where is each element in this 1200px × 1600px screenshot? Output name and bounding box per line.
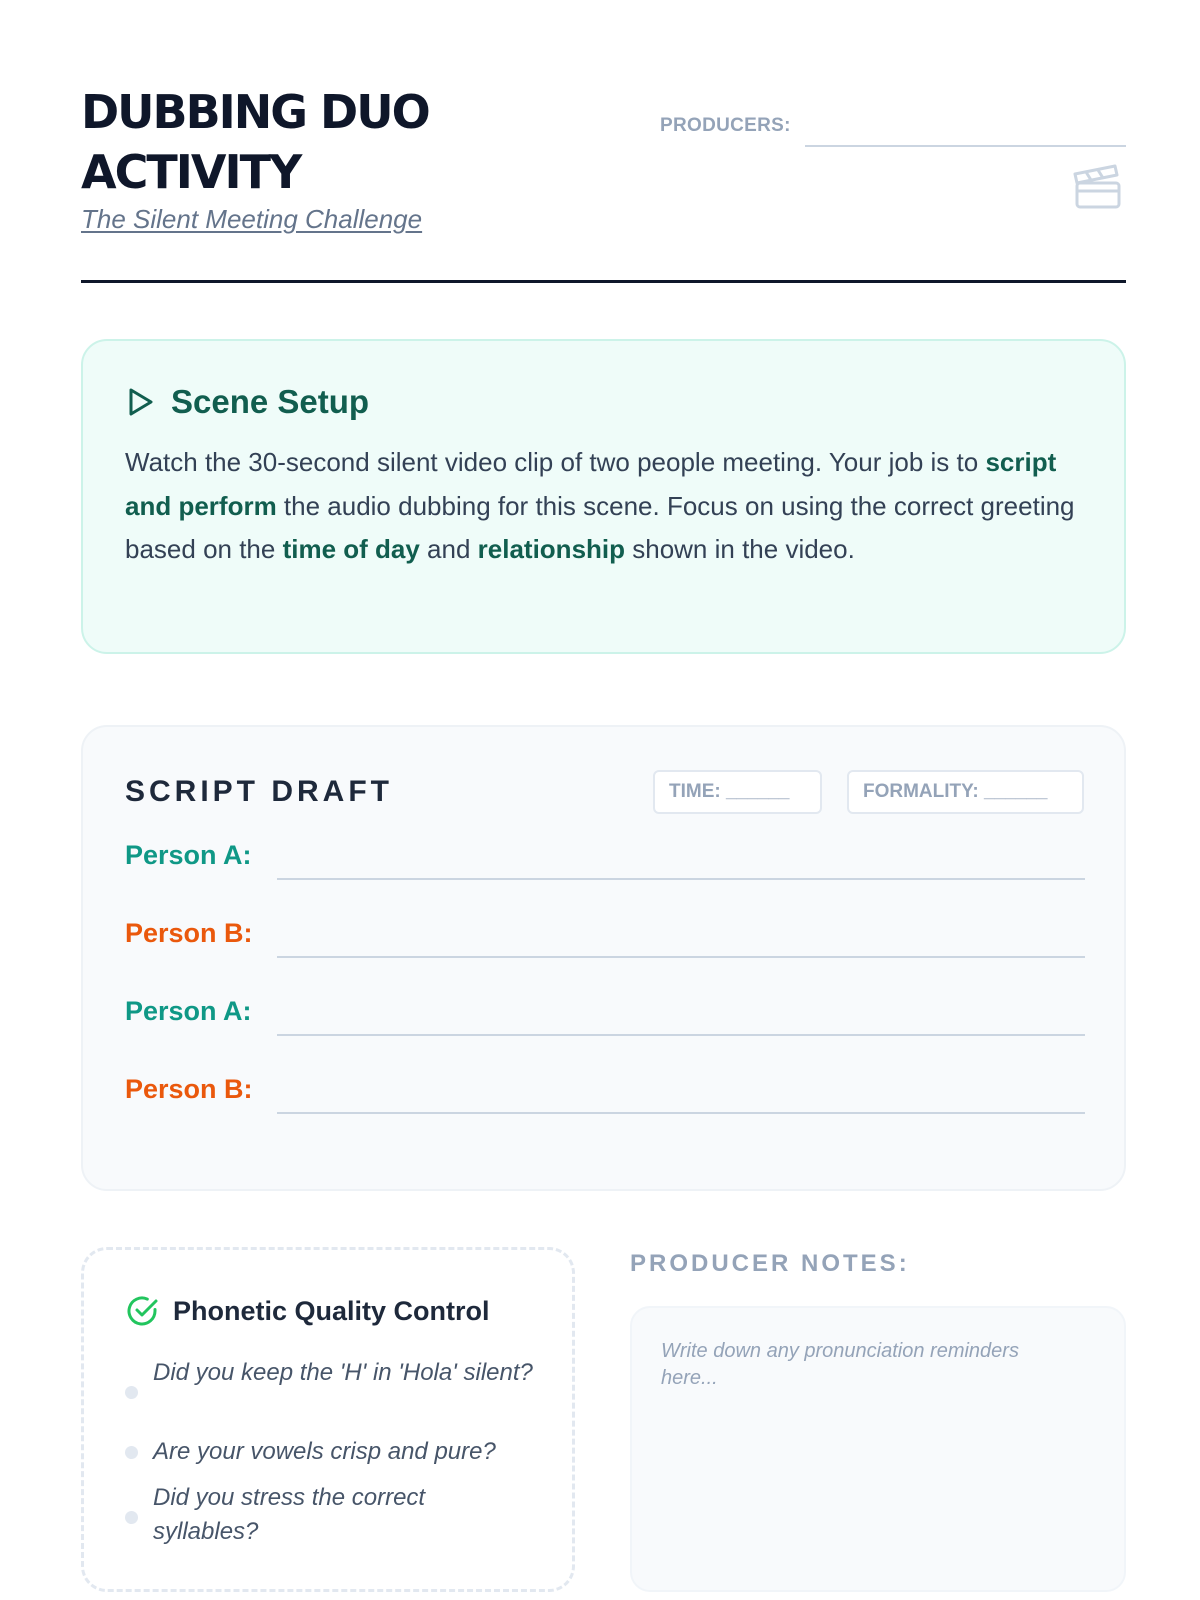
quality-control-header	[125, 1294, 490, 1328]
play-icon	[125, 386, 155, 418]
check-circle-icon	[125, 1294, 159, 1328]
formality-field[interactable]: FORMALITY: ______	[847, 770, 1084, 814]
scene-setup-header	[125, 383, 369, 421]
time-field[interactable]: TIME: ______	[653, 770, 822, 814]
checklist-item-text: Did you stress the correct syllables?	[153, 1484, 426, 1545]
producer-notes-placeholder: Write down any pronunciation reminders here...	[661, 1340, 1019, 1389]
bullet-dot	[125, 1511, 138, 1524]
body-text: shown in the video.	[625, 534, 855, 564]
emphasis-text: relationship	[477, 534, 626, 564]
dialogue-answer-line[interactable]	[277, 1112, 1085, 1114]
scene-setup-title: Scene Setup	[171, 383, 370, 420]
dialogue-row	[125, 913, 1085, 963]
scene-setup-description	[125, 441, 1085, 572]
header-divider	[81, 280, 1126, 283]
body-text: the audio dubbing for this scene. Focus on using the correct greeting based on the	[125, 490, 1075, 564]
dialogue-answer-line[interactable]	[277, 956, 1085, 958]
speaker-label: Person B:	[125, 918, 253, 948]
dialogue-row	[125, 991, 1085, 1041]
phonetic-quality-control-card	[81, 1247, 575, 1592]
checklist-item-text: Did you keep the 'H' in 'Hola' silent?	[153, 1359, 533, 1386]
page-subtitle: The Silent Meeting Challenge	[81, 204, 423, 234]
dialogue-row	[125, 835, 1085, 885]
clapperboard-icon	[1073, 162, 1123, 212]
page-title: DUBBING DUO ACTIVITY	[81, 85, 429, 199]
emphasis-text: script and perform	[125, 447, 1057, 521]
producers-input-line[interactable]	[805, 145, 1126, 147]
producer-notes-label: PRODUCER NOTES:	[630, 1250, 910, 1277]
body-text: Watch the 30-second silent video clip of two people meeting. Your job is to	[125, 447, 986, 477]
dialogue-answer-line[interactable]	[277, 878, 1085, 880]
worksheet-page	[81, 0, 1126, 1600]
bullet-dot	[125, 1446, 138, 1459]
emphasis-text: time of day	[282, 534, 420, 564]
producer-notes-textarea[interactable]	[630, 1306, 1126, 1592]
speaker-label: Person B:	[125, 1074, 253, 1104]
dialogue-answer-line[interactable]	[277, 1034, 1085, 1036]
speaker-label: Person A:	[125, 996, 252, 1026]
body-text: and	[419, 534, 478, 564]
checklist-item-text: Are your vowels crisp and pure?	[153, 1438, 496, 1465]
dialogue-row	[125, 1069, 1085, 1119]
speaker-label: Person A:	[125, 840, 252, 870]
producers-label: PRODUCERS:	[660, 115, 791, 136]
scene-setup-card	[81, 339, 1126, 654]
bullet-dot	[125, 1386, 138, 1399]
script-draft-title: SCRIPT DRAFT	[125, 775, 393, 808]
script-draft-card	[81, 725, 1126, 1191]
quality-control-title: Phonetic Quality Control	[173, 1295, 490, 1326]
